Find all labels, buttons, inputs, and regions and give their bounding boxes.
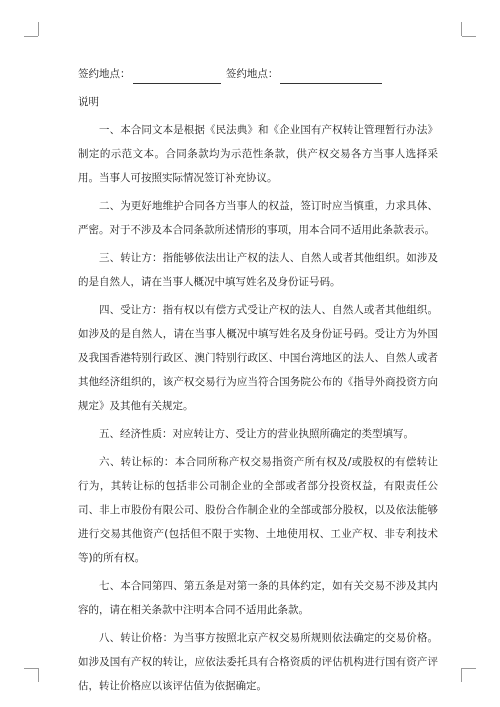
crop-mark-top-left-h [24, 36, 38, 37]
paragraph-6: 六、转让标的：本合同所称产权交易指资产所有权及/或股权的有偿转让行为，其转让标的包括非公司制企业的全部或者部分投资权益，有限责任公司、非上市股份有限公司、股份合作制企业的全部或部分股权，以及依法能够进行交易其他资产(包括但不限于实物、土地使用权、工业产权、非专利技术等)的所有权。 [78, 456, 438, 564]
signing-place-label-1: 签约地点： [78, 68, 131, 80]
crop-mark-bottom-left-v [38, 668, 39, 682]
paragraph-4: 四、受让方：指有权以有偿方式受让产权的法人、自然人或者其他组织。如涉及的是自然人，请在当事人概况中填写姓名及身份证号码。受让方为外国及我国香港特别行政区、澳门特别行政区、中国台湾地区的法人、自然人或者其他经济组织的，该产权交易行为应当符合国务院公布的《指导外商投资方向规定》及其他有关规定。 [78, 304, 438, 412]
signing-place-label-2: 签约地点： [225, 68, 279, 80]
signing-place-blank-2[interactable] [280, 69, 382, 84]
signing-place-line [78, 64, 438, 84]
crop-mark-top-left-v [38, 22, 39, 36]
paragraph-1: 一、本合同文本是根据《民法典》和《企业国有产权转让管理暂行办法》制定的示范文本。合同条款均为示范性条款，供产权交易各方当事人选择采用。当事人可按照实际情况签订补充协议。 [78, 124, 438, 184]
crop-mark-bottom-right-h [462, 668, 476, 669]
crop-mark-top-right-h [462, 36, 476, 37]
signing-place-blank-1[interactable] [133, 69, 221, 84]
document-page [78, 64, 438, 702]
section-title: 说明 [78, 96, 99, 108]
paragraph-5: 五、经济性质：对应转让方、受让方的营业执照所确定的类型填写。 [99, 428, 414, 440]
crop-mark-bottom-left-h [24, 668, 38, 669]
crop-mark-bottom-right-v [461, 668, 462, 682]
paragraph-7: 七、本合同第四、第五条是对第一条的具体约定，如有关交易不涉及其内容的，请在相关条款中注明本合同不适用此条款。 [78, 580, 438, 616]
crop-mark-top-right-v [461, 22, 462, 36]
paragraph-3: 三、转让方：指能够依法出让产权的法人、自然人或者其他组织。如涉及的是自然人，请在当事人概况中填写姓名及身份证号码。 [78, 252, 438, 288]
paragraph-2: 二、为更好地维护合同各方当事人的权益，签订时应当慎重，力求具体、严密。对于不涉及本合同条款所述情形的事项，用本合同不适用此条款表示。 [78, 200, 438, 236]
paragraph-8: 八、转让价格：为当事方按照北京产权交易所规则依法确定的交易价格。如涉及国有产权的转让，应依法委托具有合格资质的评估机构进行国有资产评估，转让价格应以该评估值为依据确定。 [78, 632, 438, 692]
